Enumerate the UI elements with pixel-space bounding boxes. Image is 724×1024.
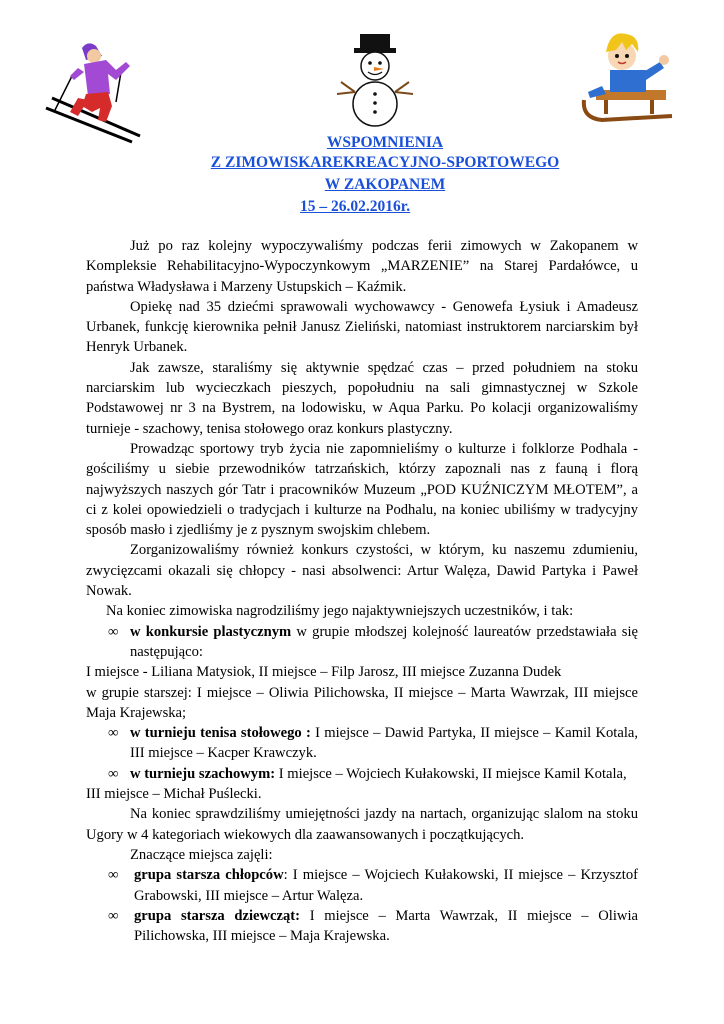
- paragraph: Prowadząc sportowy tryb życia nie zapomnieliśmy o kulturze i folklorze Podhala - gościliśmy u siebie przewodników tatrzańskich, którzy zapoznali nas z fauną i florą najwyższych naszych gór Tatr i pracowników Muzeum „POD KUŹNICZYM MŁOTEM”, a ci z kolei opowiedzieli o tradycjach i kulturze na Podhalu, na koniec ubiliśmy w tradycyjny sposób masło i zjedliśmy je z pysznym swojskim chlebem.: [86, 440, 638, 539]
- paragraph: Znaczące miejsca zajęli:: [130, 846, 273, 863]
- bullet-icon: ∞: [108, 907, 119, 924]
- bullet-icon: ∞: [108, 867, 119, 884]
- list-item-text: I miejsce – Marta Wawrzak, II miejsce – Oliwia Pilichowska, III miejsce – Maja Krajewska.: [134, 907, 638, 945]
- bullet-icon: ∞: [108, 765, 119, 782]
- list-item: [86, 764, 638, 784]
- list-item: [86, 865, 638, 906]
- list-item: [86, 906, 638, 947]
- list-item-heading: grupa starsza dziewcząt:: [134, 907, 301, 924]
- paragraph: III miejsce – Michał Puślecki.: [86, 786, 262, 803]
- heading-line-3: W ZAKOPANEM: [324, 176, 446, 193]
- paragraph: Na koniec zimowiska nagrodziliśmy jego najaktywniejszych uczestników, i tak:: [106, 603, 574, 620]
- paragraph: Już po raz kolejny wypoczywaliśmy podczas ferii zimowych w Zakopanem w Kompleksie Rehabilitacyjno-Wypoczynkowym „MARZENIE” na Starej Pardałówce, u państwa Władysława i Marzeny Ustupskich – Kaźmik.: [86, 238, 638, 295]
- list-item-heading: grupa starsza chłopców: [134, 867, 284, 884]
- heading-dates: 15 – 26.02.2016r.: [300, 198, 411, 215]
- list-item-text: I miejsce – Wojciech Kułakowski, II miejsce Kamil Kotala,: [275, 765, 627, 782]
- list-item: [86, 622, 638, 663]
- list-item-text: I miejsce – Dawid Partyka, II miejsce – Kamil Kotala, III miejsce – Kacper Krawczyk.: [130, 725, 639, 762]
- list-item: [86, 723, 638, 764]
- article-body: [86, 236, 638, 946]
- paragraph: Jak zawsze, staraliśmy się aktywnie spędzać czas – przed południem na stoku narciarskim lub wycieczkach pieszych, popołudniu na sali gimnastycznej w Szkole Podstawowej nr 3 na Bystrem, na lodowisku, w Aqua Parku. Po kolacji organizowaliśmy turnieje - szachowy, tenisa stołowego oraz konkurs plastyczny.: [86, 359, 638, 437]
- paragraph: Zorganizowaliśmy również konkurs czystości, w którym, ku naszemu zdumieniu, zwycięzcami okazali się chłopcy - nasi absolwenci: Artur Walęza, Dawid Partyka i Paweł Nowak.: [86, 542, 638, 600]
- heading-line-2: Z ZIMOWISKAREKREACYJNO-SPORTOWEGO: [210, 154, 560, 171]
- list-item-text: : I miejsce – Wojciech Kułakowski, II miejsce – Krzysztof Grabowski, III miejsce – Artur Walęza.: [134, 867, 638, 904]
- skier-clipart: [42, 36, 150, 144]
- list-item-heading: w konkursie plastycznym: [130, 623, 292, 640]
- paragraph: Na koniec sprawdziliśmy umiejętności jazdy na nartach, organizując slalom na stoku Ugory w 4 kategoriach wiekowych dla zaawansowanych i początkujących.: [86, 806, 638, 843]
- snowman-clipart: [330, 32, 420, 128]
- bullet-icon: ∞: [108, 725, 119, 742]
- bullet-icon: ∞: [108, 623, 119, 640]
- list-item-text: w grupie młodszej kolejność laureatów przedstawiała się następująco:: [130, 623, 638, 660]
- heading-line-1: WSPOMNIENIA: [326, 134, 444, 151]
- paragraph: Opiekę nad 35 dziećmi sprawowali wychowawcy - Genowefa Łysiuk i Amadeusz Urbanek, funkcję kierownika pełnił Janusz Zieliński, natomiast instruktorem narciarskim był Henryk Urbanek.: [86, 298, 638, 356]
- paragraph: w grupie starszej: I miejsce – Oliwia Pilichowska, II miejsce – Marta Wawrzak, III miejsce Maja Krajewska;: [86, 684, 638, 721]
- sledding-child-clipart: [580, 30, 678, 126]
- list-item-heading: w turnieju tenisa stołowego :: [130, 725, 311, 742]
- paragraph: I miejsce - Liliana Matysiok, II miejsce – Filp Jarosz, III miejsce Zuzanna Dudek: [86, 664, 562, 681]
- list-item-heading: w turnieju szachowym:: [130, 765, 276, 782]
